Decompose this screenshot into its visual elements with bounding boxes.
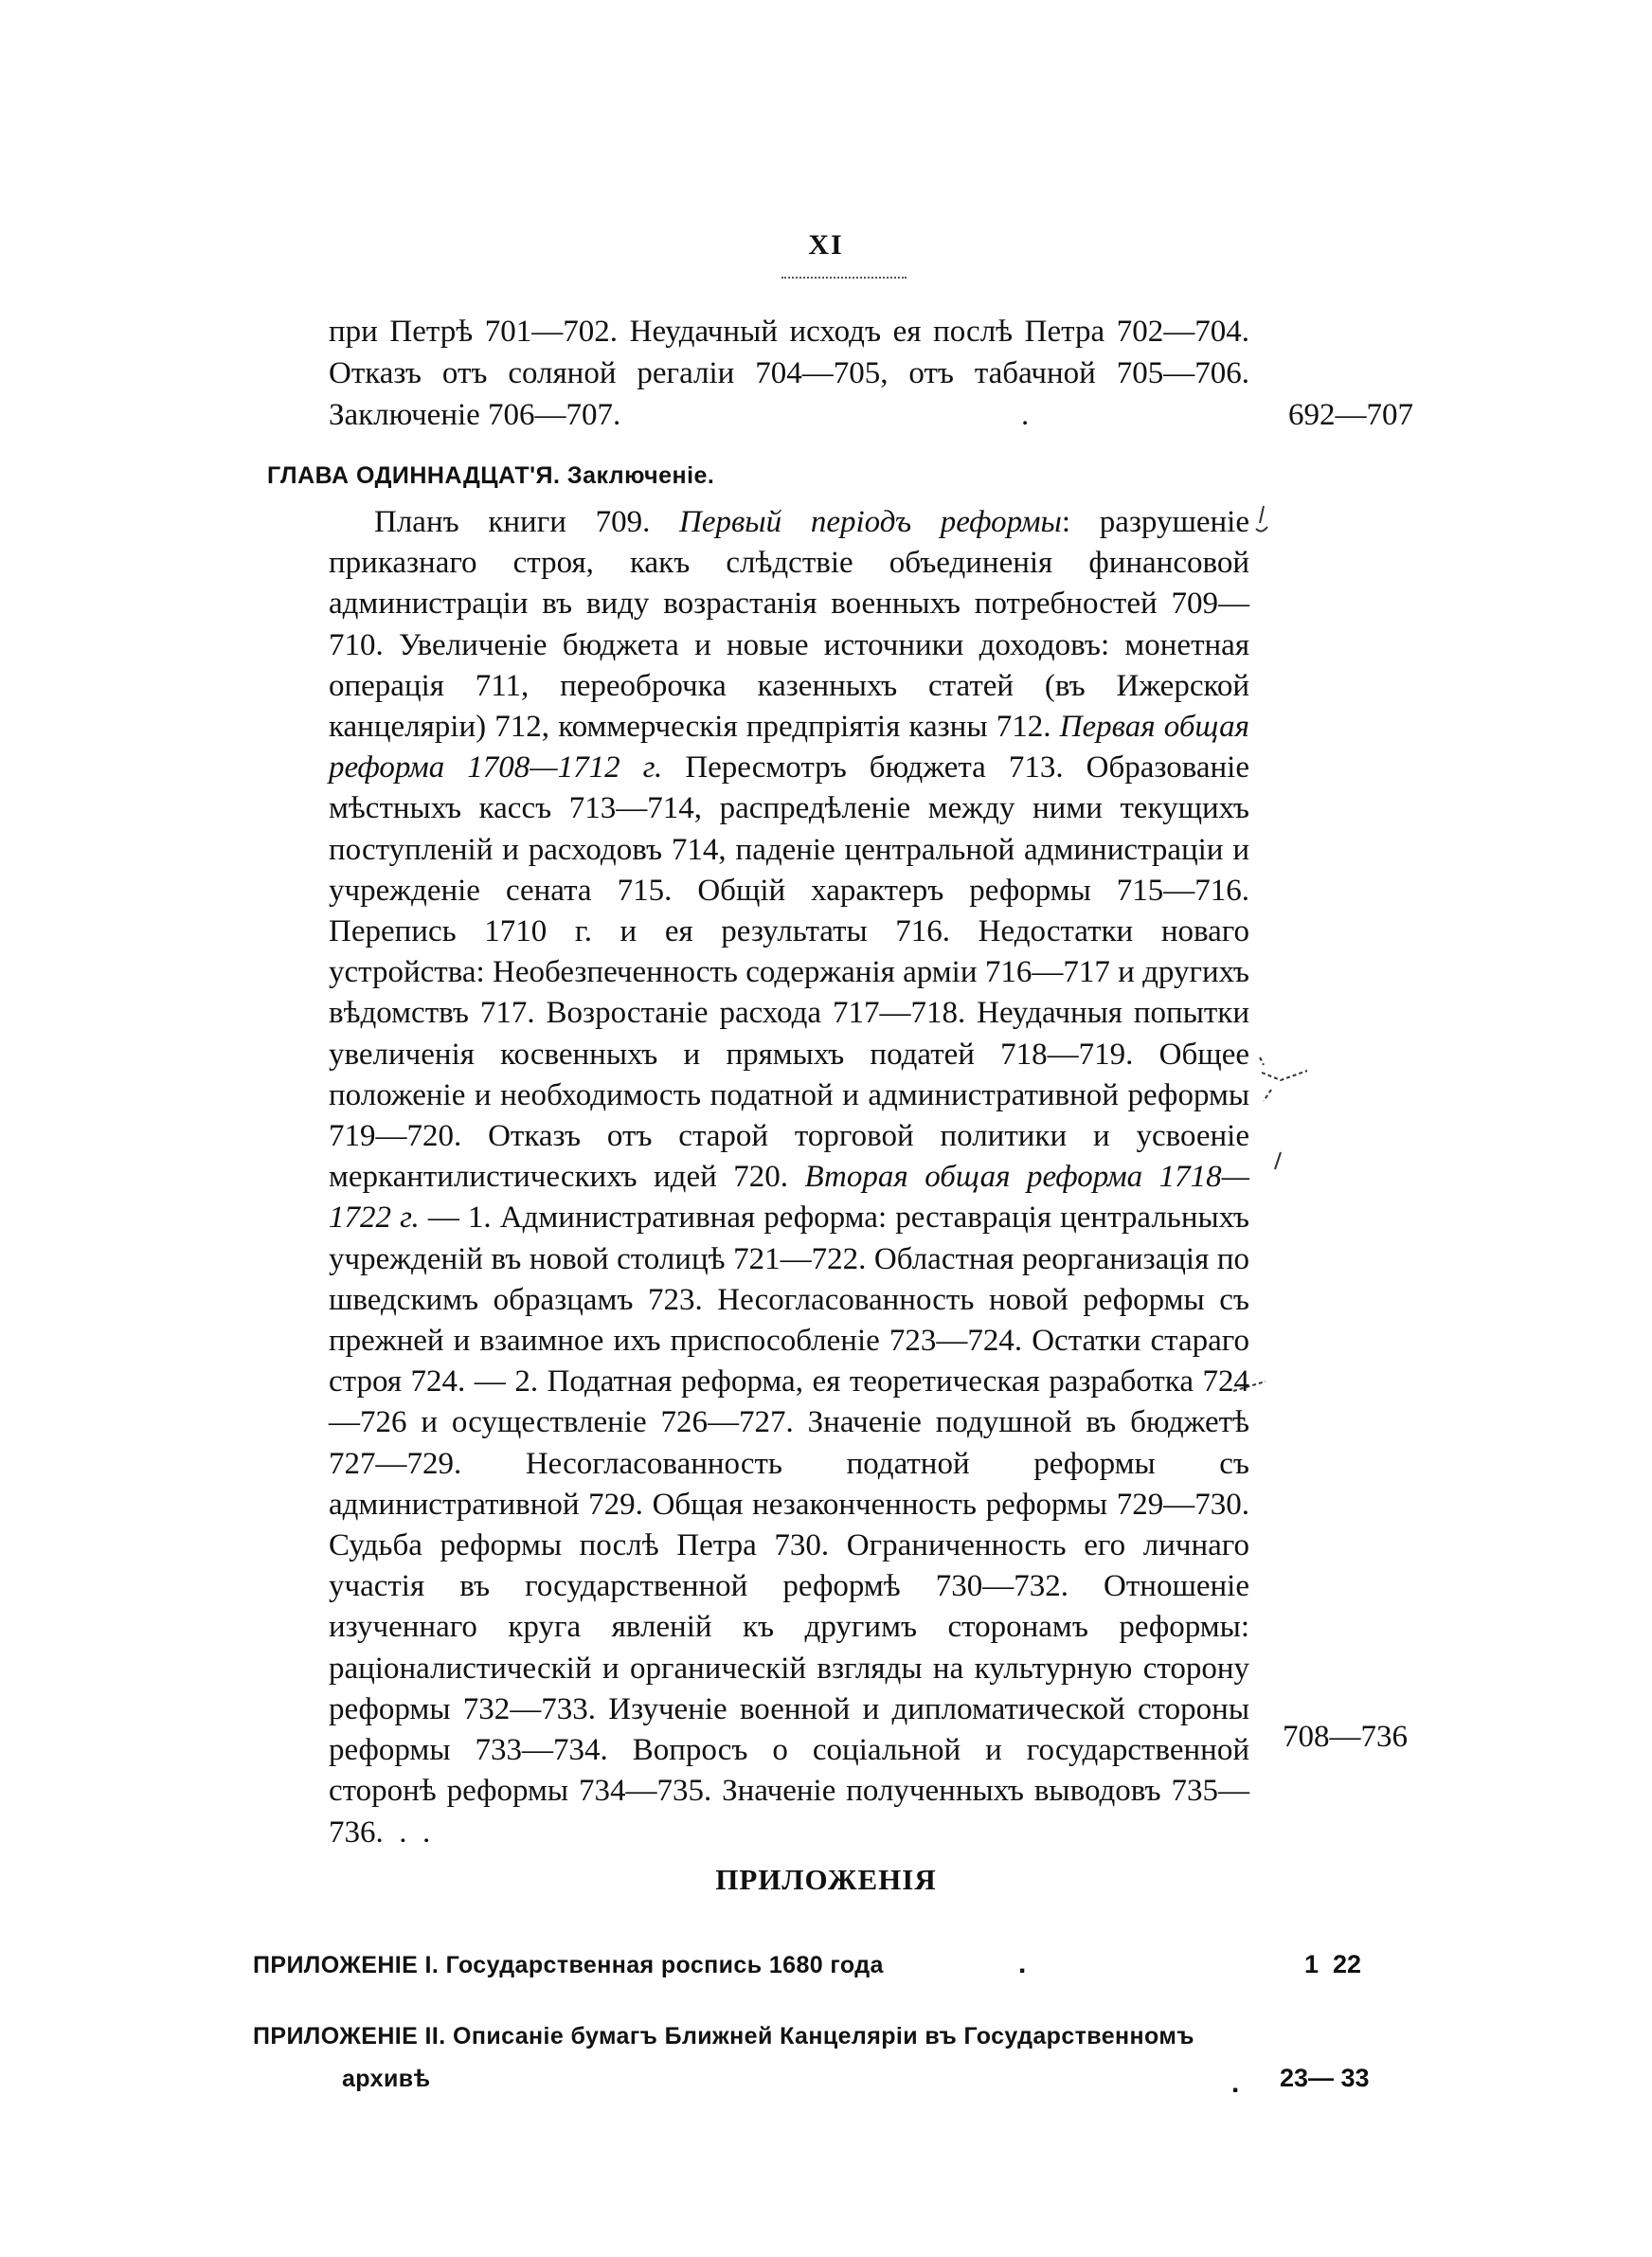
summary-text-4: — 1. Административная реформа: реставрацiя центральныхъ учрежденiй въ новой столицѣ 721—722. Областная реорганизацiя по шведскимъ образцамъ 723. Несогласованность новой реформы съ прежней и взаимное ихъ приспособленiе 723—724. Остатки стараго строя 724. — 2. Податная реформа, ея теоретическая разработка 724—726 и осуществленiе 726—727. Значенiе подушной въ бюджетѣ 727—729. Несогласованность податной реформы съ административной 729. Общая незаконченность реформы 729—730. Судьба реформы послѣ Петра 730. Ограниченность его личнаго участiя въ государственной реформѣ 730—732. Отношенiе изученнаго круга явленiй къ другимъ сторонамъ реформы: рацiоналистическiй и органическiй взгляды на культурную сторону реформы 732—733. Изученiе военной и дипломатической стороны реформы 733—734. Вопросъ о соцiальной и государственной сторонѣ реформы 734—735. Значенiе полученныхъ выводовъ 735—736. — [329, 1201, 1249, 1850]
appendix-2-label: ПРИЛОЖЕНIЕ II. — [253, 2023, 446, 2049]
appendix-2-entry — [253, 2023, 1194, 2050]
appendices-heading: ПРИЛОЖЕНIЯ — [715, 1863, 937, 1896]
pencil-mark-top — [1250, 502, 1279, 540]
appendix-1-pages: 1 22 — [1304, 1950, 1362, 1978]
pencil-mark-middle — [1252, 1052, 1319, 1128]
summary-italic-2: Первая общая реформа 1708—1712 г. — [329, 710, 1249, 785]
appendix-1-title: Государственная роспись 1680 года — [445, 1952, 884, 1978]
summary-dots: . . — [383, 1815, 431, 1850]
paragraph-continuation-dot: . — [1021, 398, 1030, 432]
paragraph-continuation — [329, 311, 1249, 436]
summary-text-2: : разрушенiе приказнаго строя, какъ слѣдствiе объединенiя финансовой администрацiи въ виду возрастанiя военныхъ потребностей 709—710. Увеличенiе бюджета и новые источники доходовъ: монетная операцiя 711, переоброчка казенныхъ статей (въ Ижерской канцелярiи) 712, коммерческiя предпрiятiя казны 712. — [329, 505, 1249, 745]
summary-text-3: Пересмотръ бюджета 713. Образованiе мѣстныхъ кассъ 713—714, распредѣленiе между ними текущихъ поступленiй и расходовъ 714, паденiе центральной администрацiи и учрежденiе сената 715. Общiй характеръ реформы 715—716. Перепись 1710 г. и ея результаты 716. Недостатки новаго устройства: Необезпеченность содержанiя армiи 716—717 и другихъ вѣдомствъ 717. Возростанiе расхода 717—718. Неудачныя попытки увеличенiя косвенныхъ и прямыхъ податей 718—719. Общее положенiе и необходимость податной и административной реформы 719—720. Отказъ отъ старой торговой политики и усвоенiе меркантилистическихъ идей 720. — [329, 750, 1249, 1195]
pencil-mark-small — [1269, 1148, 1288, 1177]
chapter-summary-pages: 708—736 — [1283, 1720, 1408, 1754]
summary-text-1: Планъ книги 709. — [374, 505, 679, 539]
paragraph-continuation-text: при Петрѣ 701—702. Неудачный исходъ ея послѣ Петра 702—704. Отказъ отъ соляной регалiи 704—705, отъ табачной 705—706. Заключенiе 706—707. — [329, 315, 1249, 432]
chapter-label: ГЛАВА ОДИННАДЦАТ'Я. — [267, 462, 561, 489]
appendix-2-title: Описанiе бумагъ Ближней Канцелярiи въ Государственномъ — [452, 2023, 1194, 2049]
summary-italic-3: Вторая общая реформа 1718—1722 г. — [329, 1160, 1250, 1236]
appendix-2-pages: 23— 33 — [1280, 2064, 1370, 2092]
appendix-1-leader: . — [1018, 1948, 1027, 1979]
appendix-2-title-line2: архивѣ — [342, 2066, 431, 2092]
chapter-summary — [329, 502, 1249, 1853]
page-number-rule — [781, 277, 907, 279]
appendix-2-leader: . — [1231, 2067, 1240, 2099]
chapter-heading — [267, 462, 714, 490]
appendix-1-label: ПРИЛОЖЕНIЕ I. — [253, 1952, 440, 1978]
appendix-1-entry — [253, 1952, 884, 1979]
summary-italic-1: Первый перiодъ реформы — [679, 505, 1062, 539]
page-number: XI — [808, 229, 844, 261]
chapter-title: Заключенiе. — [566, 462, 715, 489]
pencil-mark-lower — [1231, 1376, 1269, 1399]
paragraph-continuation-pages: 692—707 — [1288, 398, 1413, 432]
